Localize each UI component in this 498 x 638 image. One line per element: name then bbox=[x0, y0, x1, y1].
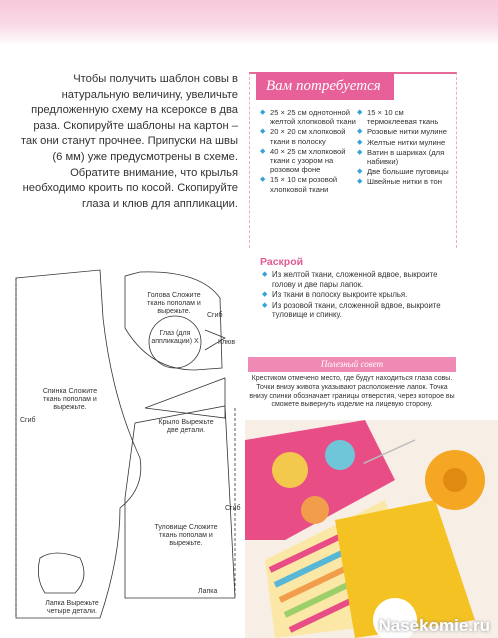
head-fold-label: Сгиб bbox=[207, 312, 223, 319]
header-band bbox=[0, 0, 498, 45]
paw-label: Лапка Вырежьте четыре детали. bbox=[45, 600, 99, 615]
list-item: ◆ 25 × 25 см однотонной желтой хлопковой ткани bbox=[260, 108, 360, 126]
list-item: ◆ 40 × 25 см хлопковой ткани с узором на розовом фоне bbox=[260, 147, 360, 175]
tip-text: Крестиком отмечено место, где будут находиться глаза совы. Точки внизу живота указывают расположение лапок. Точка внизу спинки обозначает границы отверстия, через которое вы сможете вывернуть изделие на лицевую сторону. bbox=[249, 375, 455, 409]
list-item: ◆ 15 × 10 см термоклеевая ткань bbox=[357, 108, 455, 126]
wing-outline bbox=[145, 378, 225, 418]
paw-outline bbox=[38, 553, 84, 593]
list-item: ◆ 20 × 20 см хлопковой ткани в полоску bbox=[260, 127, 360, 145]
watermark: Nasekomie.ru bbox=[378, 616, 490, 635]
body-fold-label: Сгиб bbox=[225, 505, 241, 512]
head-piece-outline bbox=[125, 272, 222, 370]
list-item: ◆ 15 × 10 см розовой хлопковой ткани bbox=[260, 175, 360, 193]
back-piece-outline bbox=[16, 270, 141, 618]
list-item: ◆ Из ткани в полоску выкроите крылья. bbox=[262, 290, 462, 300]
eye-label: Глаз (для аппликации) X bbox=[151, 330, 199, 345]
list-item: ◆ Две большие пуговицы bbox=[357, 167, 455, 176]
head-label: Голова Сложите ткань пополам и вырежьте. bbox=[147, 292, 201, 315]
requirements-left-list bbox=[260, 108, 360, 195]
fabric-photo bbox=[245, 420, 498, 638]
cutting-list bbox=[262, 270, 462, 321]
back-fold-label: Сгиб bbox=[20, 417, 36, 424]
list-item: ◆ Желтые нитки мулине bbox=[357, 138, 455, 147]
beak-label: Клюв bbox=[218, 339, 236, 346]
list-item: ◆ Розовые нитки мулине bbox=[357, 127, 455, 136]
paw-small-label: Лапка bbox=[198, 588, 218, 595]
body-label: Туловище Сложите ткань пополам и вырежьте. bbox=[154, 524, 218, 547]
list-item: ◆ Из желтой ткани, сложенной вдвое, выкроите голову и две пары лапок. bbox=[262, 270, 462, 289]
tip-title: Полезный совет bbox=[248, 357, 456, 372]
requirements-title: Вам потребуется bbox=[256, 72, 394, 100]
intro-text: Чтобы получить шаблон совы в натуральную величину, увеличьте предложенную схему на ксероксе в два раза. Скопируйте шаблоны на картон – так они станут прочнее. Припуски на швы (6 мм) уже предусмотрены в схеме. Обратите внимание, что крылья необходимо кроить по косой. Скопируйте глаза и клюв для аппликации. bbox=[20, 73, 238, 210]
list-item: ◆ Ватин в шариках (для набивки) bbox=[357, 148, 455, 166]
list-item: ◆ Швейные нитки в тон bbox=[357, 177, 455, 186]
wing-label: Крыло Вырежьте две детали. bbox=[158, 419, 214, 434]
requirements-right-list bbox=[357, 108, 455, 188]
back-label: Спинка Сложите ткань пополам и вырежьте. bbox=[42, 388, 98, 411]
list-item: ◆ Из розовой ткани, сложенной вдвое, выкроите туловище и спинку. bbox=[262, 301, 462, 320]
cutting-title: Раскрой bbox=[260, 256, 304, 268]
